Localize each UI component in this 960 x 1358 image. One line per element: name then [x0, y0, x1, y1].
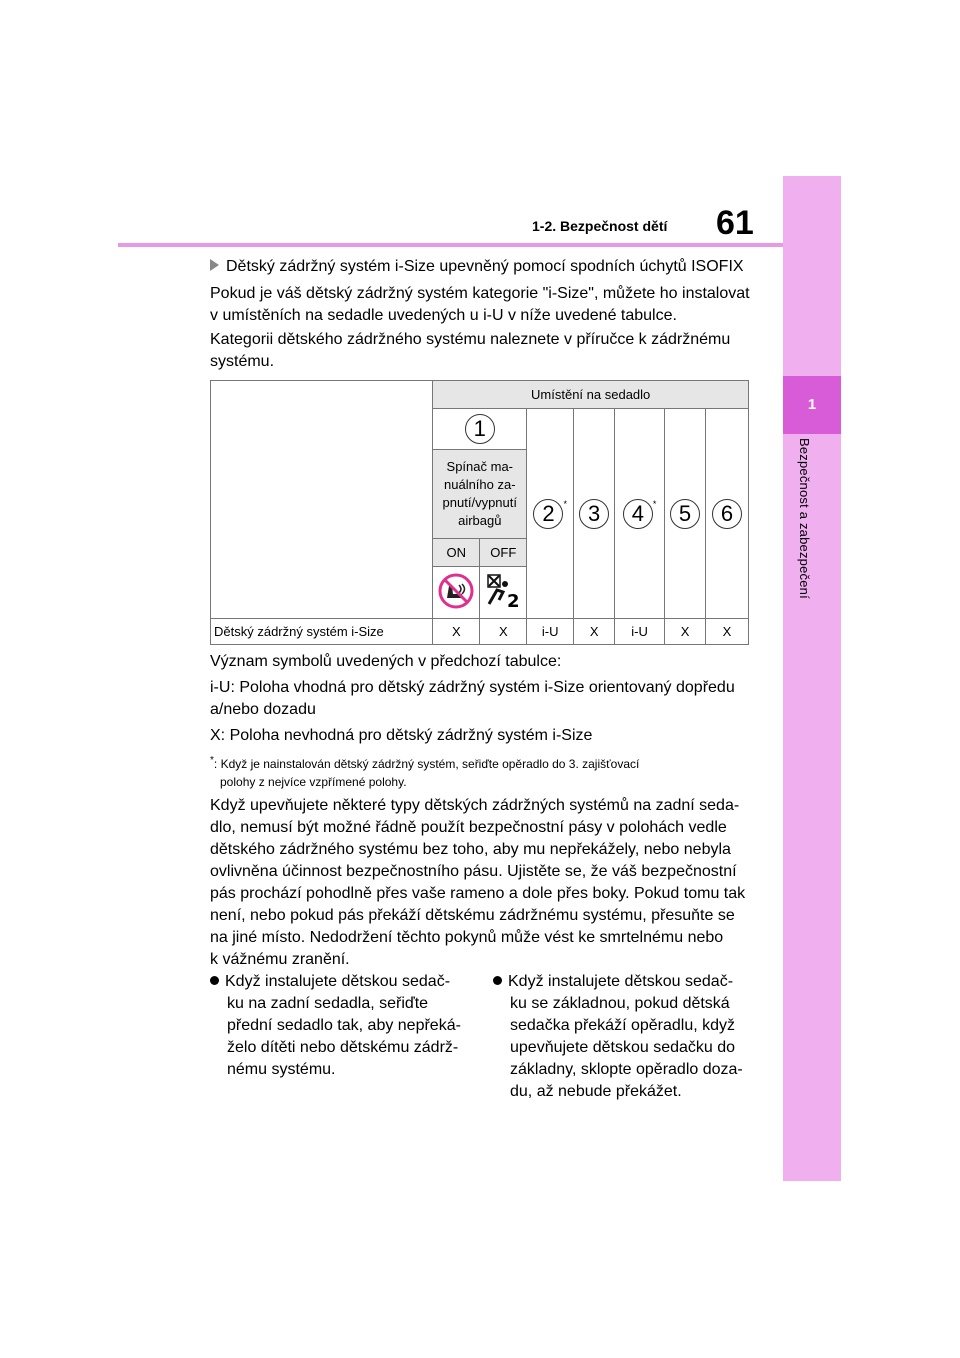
header-rule — [118, 243, 783, 247]
cell-seat-1-off: X — [480, 619, 527, 645]
airbag-off-cell — [480, 567, 527, 619]
seat-2-icon: 2 — [533, 499, 563, 529]
cell-seat-1-on: X — [433, 619, 480, 645]
off-label: OFF — [480, 539, 527, 567]
page-number: 61 — [716, 204, 754, 242]
cell-seat-6: X — [706, 619, 749, 645]
legend-title: Význam symbolů uvedených v předchozí tabulce: — [210, 653, 562, 670]
cell-seat-4: i-U — [615, 619, 665, 645]
section-title: 1-2. Bezpečnost dětí — [532, 218, 668, 234]
legend-iu: i-U: Poloha vhodná pro dětský zádržný systém i-Size orientovaný dopředu a/nebo dozadu — [210, 679, 735, 718]
triangle-bullet-icon — [210, 259, 219, 271]
footnote: *: Když je nainstalován dětský zádržný systém, seřiďte opěradlo do 3. zajišťovací polohy z nejvíce vzpřímené polohy. — [210, 755, 640, 789]
intro-paragraph-1: Pokud je váš dětský zádržný systém kategorie "i-Size", můžete ho instalovat v umístěních na sedadle uvedených u i-U v níže uvedené tabulce. — [210, 285, 750, 324]
chapter-title: Bezpečnost a zabezpečení — [797, 438, 812, 599]
warning-paragraph: Když upevňujete některé typy dětských zádržných systémů na zadní seda- dlo, nemusí být možné řádně použít bezpečnostní pásy v polohách vedle dětského zádržného systému bez toho, aby mu nepřekážely, nebo nebyla ovlivněna účinnost bezpečnostního pásu. Ujistěte se, že váš bezpečnostní pás prochází pohodlně přes vaše rameno a dole přes boky. Pokud tomu tak není, nebo pokud pás překáží dětskému zádržnému systému, přesuňte se na jiné místo. Nedodržení těchto pokynů může vést ke smrtelnému nebo k vážnému zranění. — [210, 797, 746, 968]
row-label: Dětský zádržný systém i-Size — [211, 619, 433, 645]
seat-1-cell — [433, 409, 527, 450]
bullet-dot-icon — [210, 976, 219, 985]
seat-6-cell — [706, 409, 749, 619]
seat-position-table — [210, 380, 749, 645]
seat-3-icon: 3 — [579, 499, 609, 529]
seat-4-cell: 4 * — [615, 409, 665, 619]
seat-5-icon: 5 — [670, 499, 700, 529]
seat-6-icon: 6 — [712, 499, 742, 529]
bullet-left: Když instalujete dětskou sedač- ku na zadní sedadla, seřiďte přední sedadlo tak, aby nepřeká- želo dítěti nebo dětskému zádrž- nému systému. — [210, 971, 480, 1081]
seat-3-cell — [574, 409, 615, 619]
chapter-number: 1 — [807, 396, 817, 413]
cell-seat-5: X — [665, 619, 706, 645]
cell-seat-3: X — [574, 619, 615, 645]
legend-x: X: Poloha nevhodná pro dětský zádržný systém i-Size — [210, 727, 593, 744]
cell-seat-2: i-U — [527, 619, 574, 645]
airbag-off-icon — [483, 572, 523, 610]
table-header: Umístění na sedadlo — [433, 381, 749, 409]
seat-4-icon: 4 — [623, 499, 653, 529]
on-label: ON — [433, 539, 480, 567]
svg-text:2: 2 — [507, 591, 520, 610]
subsection-heading: Dětský zádržný systém i-Size upevněný pomocí spodních úchytů ISOFIX — [210, 256, 750, 278]
no-rear-child-seat-icon — [437, 572, 475, 610]
seat-1-icon: 1 — [465, 414, 495, 444]
seat-5-cell — [665, 409, 706, 619]
table-corner — [211, 381, 433, 619]
intro-paragraph-2: Kategorii dětského zádržného systému naleznete v příručce k zádržnému systému. — [210, 331, 731, 370]
seat-2-cell: 2 * — [527, 409, 574, 619]
bullet-dot-icon — [493, 976, 502, 985]
airbag-on-cell — [433, 567, 480, 619]
airbag-switch-label: Spínač ma-nuálního za-pnutí/vypnutí airbagů — [433, 450, 527, 539]
chapter-sidebar — [783, 176, 841, 1181]
bullet-right: Když instalujete dětskou sedač- ku se základnou, pokud dětská sedačka překáží opěradlu, když upevňujete dětskou sedačku do základny, sklopte opěradlo doza- du, až nebude překážet. — [493, 971, 763, 1103]
